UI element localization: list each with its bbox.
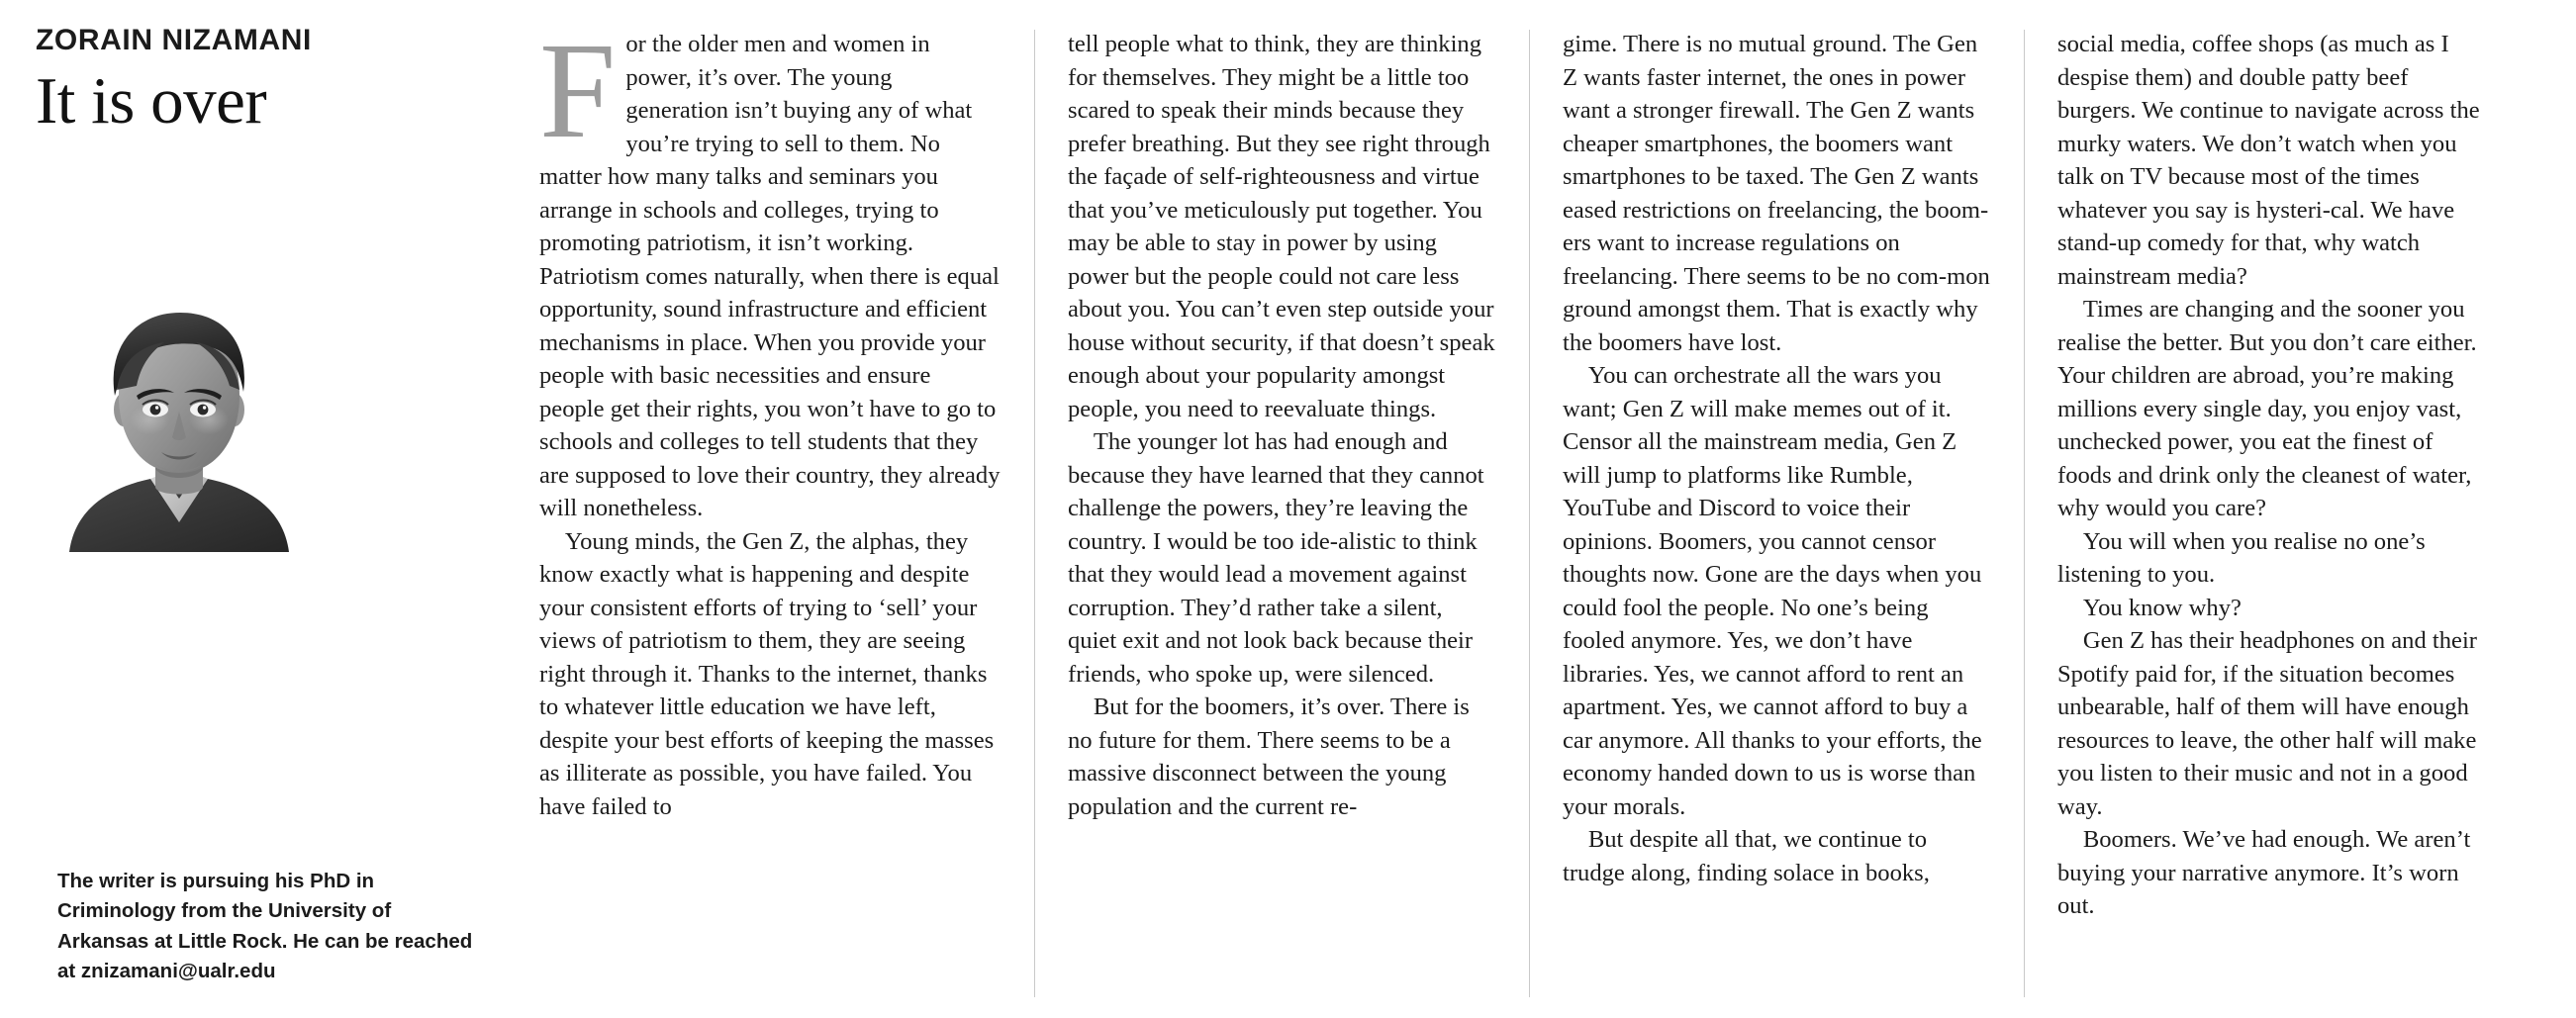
paragraph: Gen Z has their headphones on and their Spotify paid for, if the situation becomes unbearable, half of them will have enough resources to leave, the other half will make you listen to their music and not in a good way. <box>2057 627 2477 820</box>
paragraph: But despite all that, we continue to trudge along, finding solace in books, <box>1563 826 1930 886</box>
article-header-rail <box>36 24 476 998</box>
paragraph: You will when you realise no one’s listening to you. <box>2057 527 2426 588</box>
paragraph-text: or the older men and women in power, it’s over. The young generation isn’t buying any of what you’re trying to sell to them. No matter how many talks and seminars you arrange in schools and colleges, trying to promoting patriotism, it isn’t working. Patriotism comes naturally, when there is equal opportunity, sound infrastructure and efficient mechanisms in place. When you provide your people with basic necessities and ensure people get their rights, you won’t have to go to schools and colleges to tell students that they are supposed to love their country, they already will nonetheless. <box>539 31 1001 521</box>
article-column-2 <box>1034 28 1495 999</box>
author-portrait-image <box>55 293 303 552</box>
paragraph: Young minds, the Gen Z, the alphas, they know exactly what is happening and despite your consistent efforts of trying to ‘sell’ your views of patriotism to them, they are seeing right through it. Thanks to the internet, thanks to whatever little education we have left, despite your best efforts of keeping the masses as illiterate as possible, you have failed. You have failed to <box>539 527 995 820</box>
article-column-1 <box>539 28 1001 999</box>
author-portrait <box>55 293 303 552</box>
author-byline: ZORAIN NIZAMANI <box>36 24 312 56</box>
drop-cap: F <box>539 28 617 167</box>
paragraph: social media, coffee shops (as much as I despise them) and double patty beef burgers. We continue to navigate across the murky waters. We don’t watch when you talk on TV because most of the times whatever you say is hysteri-cal. We have stand-up comedy for that, why watch mainstream media? <box>2057 31 2480 290</box>
article-column-4 <box>2024 28 2485 999</box>
paragraph: gime. There is no mutual ground. The Gen Z wants faster internet, the ones in power want a stronger firewall. The Gen Z wants cheaper smartphones, the boomers want smartphones to be taxed. The Gen Z wants eased restrictions on freelancing, the boom-ers want to increase regulations on freelancing. There seems to be no com-mon ground amongst them. That is exactly why the boomers have lost. <box>1563 31 1990 356</box>
paragraph: Times are changing and the sooner you realise the better. But you don’t care either. Your children are abroad, you’re making millions every single day, you enjoy vast, unchecked power, you eat the finest of foods and drink only the cleanest of water, why would you care? <box>2057 296 2477 521</box>
article-column-3 <box>1529 28 1990 999</box>
page-title: It is over <box>36 64 267 138</box>
paragraph: But for the boomers, it’s over. There is no future for them. There seems to be a massive disconnect between the young population and the current re- <box>1068 694 1470 820</box>
author-bio: The writer is pursuing his PhD in Criminology from the University of Arkansas at Little Rock. He can be reached at znizamani@ualr.edu <box>57 870 473 982</box>
paragraph: The younger lot has had enough and because they have learned that they cannot challenge the powers, they’re leaving the country. I would be too ide-alistic to think that they would lead a movement against corruption. They’d rather take a silent, quiet exit and not look back because their friends, who spoke up, were silenced. <box>1068 428 1484 688</box>
paragraph: You know why? <box>2082 594 2242 621</box>
paragraph: You can orchestrate all the wars you want; Gen Z will make memes out of it. Censor all the mainstream media, Gen Z will jump to platforms like Rumble, YouTube and Discord to voice their opinions. Boomers, you cannot censor thoughts now. Gone are the days when you could fool the people. No one’s being fooled anymore. Yes, we don’t have libraries. Yes, we cannot afford to rent an apartment. Yes, we cannot afford to buy a car anymore. All thanks to your efforts, the economy handed down to us is worse than your morals. <box>1563 362 1982 820</box>
article-body <box>539 28 2548 999</box>
paragraph: Boomers. We’ve had enough. We aren’t buying your narrative anymore. It’s worn out. <box>2057 826 2471 919</box>
paragraph <box>539 28 1001 525</box>
paragraph: tell people what to think, they are thinking for themselves. They might be a little too scared to speak their minds because they prefer breathing. But they see right through the façade of self-righteousness and virtue that you’ve meticulously put together. You may be able to stay in power by using power but the people could not care less about you. You can’t even step outside your house without security, if that doesn’t speak enough about your popularity amongst people, you need to reevaluate things. <box>1068 31 1495 422</box>
